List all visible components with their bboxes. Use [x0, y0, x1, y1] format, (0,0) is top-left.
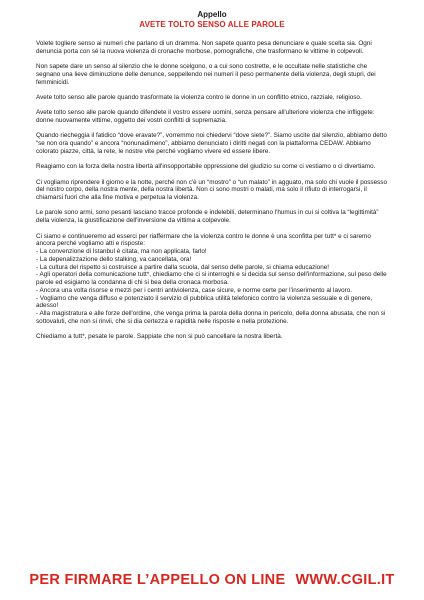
document-body — [36, 40, 392, 348]
paragraph: Avete tolto senso alle parole quando trasformate la violenza contro le donne in un conflitto etnico, razziale, religioso. — [36, 93, 362, 101]
demand-item: - Alla magistratura e alle forze dell'ordine, che venga prima la parola della donna in pericolo, della donna abusata, che non si sottovaluti, che non si rinvii, che si dia certezza e rapidità nelle risposte e nella protezione. — [36, 310, 386, 325]
sign-petition-banner — [0, 572, 424, 588]
paragraph: Non sapete dare un senso al silenzio che le donne scelgono, o a cui sono costrette, e le occultate nelle statistiche che segnano una lieve diminuzione delle denunce, seppellendo nei numeri il peso permanente della violenza, degli stupri, dei femminicidi. — [36, 63, 376, 86]
demands-section — [36, 233, 392, 326]
demands-list — [36, 248, 392, 326]
demand-item: - La depenalizzazione dello stalking, va cancellata, ora! — [36, 255, 192, 263]
paragraph: Ci vogliamo riprendere il giorno e la notte, perché non c'è un “mostro” o “un malato” in agguato, ma solo chi vuole il possesso del nostro corpo, della nostra mente, della nostra libertà. Non ci sono mostri o malati, ma solo il rifiuto di interrogarsi, il chiamarsi fuori che alla fine motiva e perpetua la violenza. — [36, 178, 388, 202]
document-header — [0, 10, 424, 30]
demand-item: - Ancora una volta risorse e mezzi per i centri antiviolenza, case sicure, e norme certe per l'inserimento al lavoro. — [36, 286, 353, 294]
demands-intro: Ci siamo e continueremo ad esserci per riaffermare che la violenza contro le donne è una sconfitta per tutt* e ci saremo ancora perché vogliamo atti e risposte: — [36, 232, 371, 248]
paragraph: Quando riecheggia il fatidico “dove eravate?”, vorremmo noi chiedervi “dove siete?”. Siamo uscite dal silenzio, abbiamo detto “se non ora quando” e ancora “nonunadimeno”, abbiamo denunciato i diritti negati con la piattaforma CEDAW. Abbiamo colorato piazze, città, la rete, le nostre vite perché vogliamo vivere ed essere libere. — [36, 132, 387, 155]
demand-item: - Agli operatori della comunicazione tutt*, chiediamo che ci si interroghi e si decida sul senso dell'informazione, sul peso delle parole ed esigiamo la condanna di chi si bea della cronaca morbosa. — [36, 271, 387, 286]
sign-petition-label: PER FIRMARE L’APPELLO ON LINE — [29, 572, 286, 588]
paragraph: Reagiamo con la forza della nostra libertà all'insopportabile oppressione del giudizio su come ci vestiamo o ci divertiamo. — [36, 163, 376, 171]
demand-item: - Vogliamo che venga diffuso e potenziato il servizio di pubblica utilità telefonico contro la violenza sessuale e di genere, adesso! — [36, 294, 373, 310]
paragraph: Avete tolto senso alle parole quando difendete il vostro essere uomini, senza pensare all'ulteriore violenza che infliggete: donne nuovamente vittime, oggetto dei vostri conflitti di supremazia. — [36, 109, 375, 125]
demand-item: - La convenzione di Istanbul è citata, ma non applicata, farlo! — [36, 248, 207, 255]
document-title: AVETE TOLTO SENSO ALLE PAROLE — [139, 20, 285, 29]
demand-item: - La cultura del rispetto si costruisce a partire dalla scuola, dal senso delle parole, si chiama educazione! — [36, 263, 330, 271]
cgil-website-link[interactable]: WWW.CGIL.IT — [295, 572, 395, 588]
paragraph: Volete togliere senso ai numeri che parlano di un dramma. Non sapete quanto pesa denunciare e quale scelta sia. Ogni denuncia porta con sé la nuova violenza di cronache morbose, pornografiche, che trasformano le vittime in colpevoli. — [36, 40, 372, 55]
final-line: Chiediamo a tutt*, pesate le parole. Sappiate che non si può cancellare la nostra libertà. — [36, 333, 283, 341]
document-kicker: Appello — [197, 10, 227, 19]
paragraph: Le parole sono armi, sono pesanti lasciano tracce profonde e indelebili, determinano l'humus in cui si coltiva la “legittimità” della violenza, la giustificazione dell'inversione da vittima a colpevole. — [36, 209, 379, 225]
